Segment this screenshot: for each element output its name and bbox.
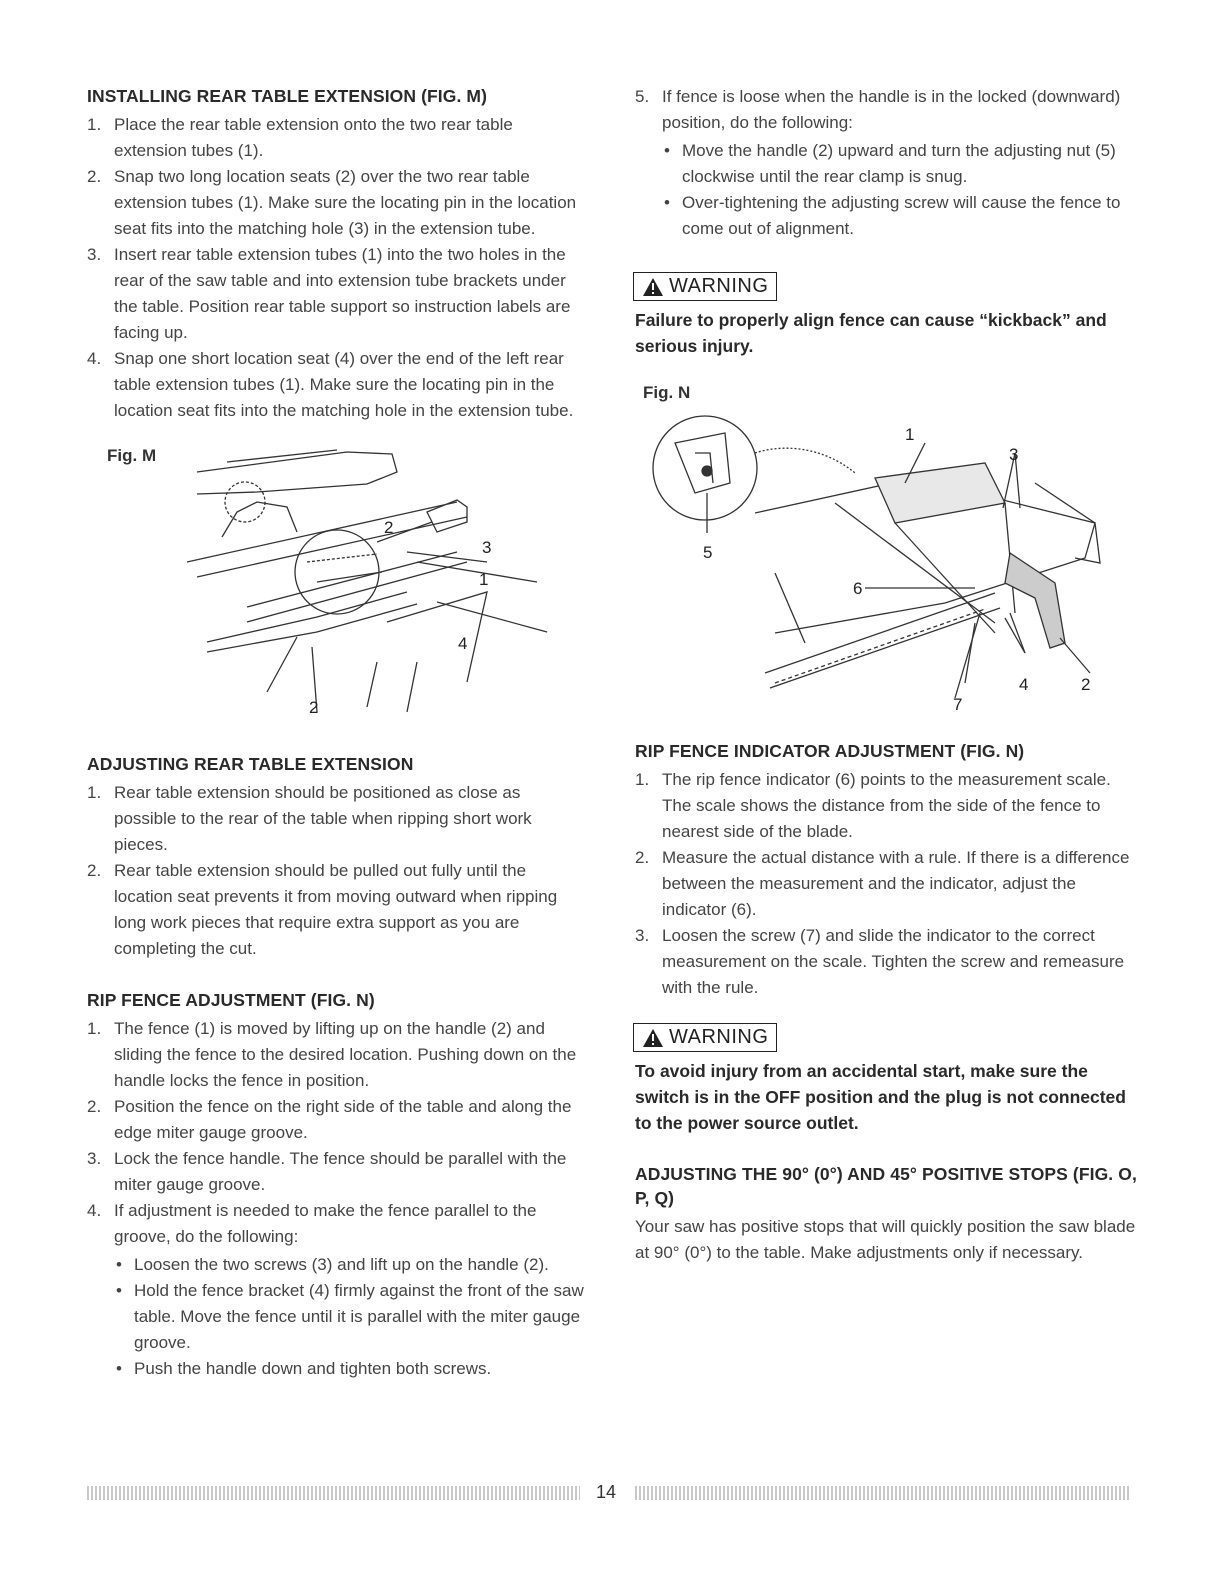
warning-triangle-icon <box>642 277 664 297</box>
callout-label: 3 <box>1009 445 1019 464</box>
list-item: 5. If fence is loose when the handle is in the locked (downward) position, do the following: • Move the handle (2) upward and turn the adjusting nut (5) clockwise until the rear clamp is snug. • Over-tightening the adjusting screw will cause the fence to come out of alignment. <box>635 84 1140 242</box>
right-column <box>635 84 1140 1266</box>
left-column <box>87 84 587 1382</box>
list-item: 2. Snap two long location seats (2) over the two rear table extension tubes (1). Make sure the locating pin in the location seat fits into the matching hole (3) in the extension tube. <box>87 167 577 238</box>
rip-steps <box>87 1016 587 1382</box>
list-item: 2. Measure the actual distance with a rule. If there is a difference between the measurement and the indicator, adjust the indicator (6). <box>635 848 1130 919</box>
warning-block-1 <box>635 272 1140 359</box>
list-item: 1. The fence (1) is moved by lifting up on the handle (2) and sliding the fence to the desired location. Pushing down on the handle locks the fence in position. <box>87 1019 577 1090</box>
figure-m <box>87 442 587 742</box>
callout-label: 2 <box>384 518 394 537</box>
adjust-heading: ADJUSTING REAR TABLE EXTENSION <box>87 754 414 774</box>
list-item: 1. Place the rear table extension onto the two rear table extension tubes (1). <box>87 115 513 160</box>
warning-badge <box>633 1023 777 1052</box>
callout-label: 1 <box>479 570 489 589</box>
warning-triangle-icon <box>642 1028 664 1048</box>
list-item: 1. The rip fence indicator (6) points to the measurement scale. The scale shows the distance from the side of the fence to nearest side of the blade. <box>635 770 1111 841</box>
callout-label: 5 <box>703 543 713 562</box>
rip-heading: RIP FENCE ADJUSTMENT (FIG. N) <box>87 990 375 1010</box>
bullet-item: • Hold the fence bracket (4) firmly against the front of the saw table. Move the fence until it is parallel with the miter gauge groove. <box>114 1278 587 1356</box>
warning-text: To avoid injury from an accidental start, make sure the switch is in the OFF position and the plug is not connected to the power source outlet. <box>635 1061 1126 1133</box>
figure-n <box>635 383 1140 713</box>
stops-paragraph: Your saw has positive stops that will quickly position the saw blade at 90° (0°) to the table. Make adjustments only if necessary. <box>635 1217 1136 1262</box>
adjust-steps <box>87 780 587 962</box>
warning-text: Failure to properly align fence can cause “kickback” and serious injury. <box>635 310 1107 356</box>
list-item: 3. Loosen the screw (7) and slide the indicator to the correct measurement on the scale. Tighten the screw and remeasure with the rule. <box>635 926 1125 997</box>
fence-steps <box>635 84 1140 242</box>
callout-label: 7 <box>953 695 963 714</box>
footer-bar-left <box>87 1486 580 1500</box>
list-item: 2. Position the fence on the right side of the table and along the edge miter gauge groove. <box>87 1097 572 1142</box>
list-item: 4. If adjustment is needed to make the fence parallel to the groove, do the following: • Loosen the two screws (3) and lift up on the handle (2). • Hold the fence bracket (4) firmly against the front of the saw table. Move the fence until it is parallel with the miter gauge groove. • Push the handle down and tighten both screws. <box>87 1198 587 1382</box>
indicator-steps <box>635 767 1140 1001</box>
warning-label: WARNING <box>669 275 769 297</box>
page-number: 14 <box>596 1482 617 1502</box>
callout-label: 6 <box>853 579 863 598</box>
footer-bar-right <box>635 1486 1130 1500</box>
callout-label: 2 <box>309 698 319 717</box>
callout-label: 2 <box>1081 675 1091 694</box>
list-item: 1. Rear table extension should be positioned as close as possible to the rear of the table when ripping short work pieces. <box>87 783 532 854</box>
warning-badge <box>633 272 777 301</box>
warning-label: WARNING <box>669 1026 769 1048</box>
bullet-item: • Move the handle (2) upward and turn the adjusting nut (5) clockwise until the rear clamp is snug. <box>662 138 1140 190</box>
indicator-heading: RIP FENCE INDICATOR ADJUSTMENT (FIG. N) <box>635 741 1025 761</box>
list-item: 3. Lock the fence handle. The fence should be parallel with the miter gauge groove. <box>87 1149 567 1194</box>
list-item: 2. Rear table extension should be pulled out fully until the location seat prevents it from moving outward when ripping long work pieces that require extra support as you are completing the cut. <box>87 861 558 958</box>
warning-block-2 <box>635 1023 1140 1136</box>
install-heading: INSTALLING REAR TABLE EXTENSION (FIG. M) <box>87 86 488 106</box>
list-item: 3. Insert rear table extension tubes (1) into the two holes in the rear of the saw table and into extension tube brackets under the table. Position rear table support so instruction labels are facing up. <box>87 245 571 342</box>
callout-label: 3 <box>482 538 492 557</box>
install-steps <box>87 112 587 424</box>
list-item: 4. Snap one short location seat (4) over the end of the left rear table extension tubes (1). Make sure the locating pin in the location seat fits into the matching hole in the extension tube. <box>87 349 574 420</box>
figure-n-label: Fig. N <box>643 383 691 402</box>
callout-label: 4 <box>458 634 468 653</box>
rip-bullets <box>114 1252 587 1382</box>
callout-label: 1 <box>905 425 915 444</box>
step5-bullets <box>662 138 1140 242</box>
bullet-item: • Loosen the two screws (3) and lift up on the handle (2). <box>114 1252 587 1278</box>
bullet-item: • Over-tightening the adjusting screw will cause the fence to come out of alignment. <box>662 190 1140 242</box>
stops-heading: ADJUSTING THE 90° (0°) AND 45° POSITIVE STOPS (FIG. O, P, Q) <box>635 1164 1137 1208</box>
figure-m-illustration <box>167 442 587 742</box>
callout-label: 4 <box>1019 675 1029 694</box>
figure-m-label: Fig. M <box>107 446 157 465</box>
bullet-item: • Push the handle down and tighten both screws. <box>114 1356 587 1382</box>
